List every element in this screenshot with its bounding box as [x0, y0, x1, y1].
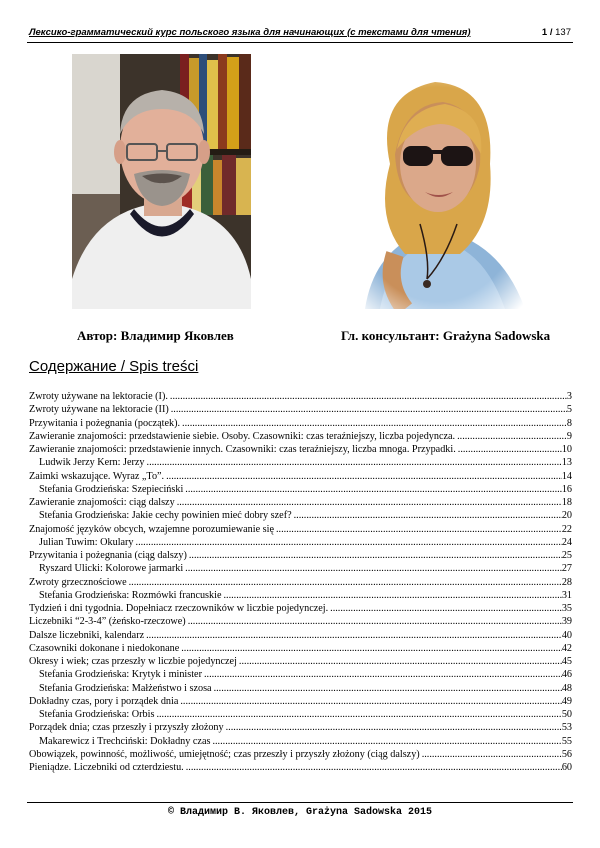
toc-entry-title: Stefania Grodzieńska: Orbis [39, 709, 155, 720]
toc-dot-leader [184, 761, 562, 774]
toc-entry-page: 9 [566, 430, 572, 442]
toc-entry-title: Porządek dnia; czas przeszły i przyszły złożony [29, 722, 224, 734]
toc-dot-leader [224, 721, 562, 734]
toc-entry-page: 49 [561, 695, 572, 707]
consultant-portrait-image [335, 54, 541, 309]
header-rule [27, 42, 573, 43]
toc-dot-leader [292, 509, 562, 522]
toc-entry-page: 13 [561, 457, 572, 469]
toc-entry-title: Okresy i wiek; czas przeszły w liczbie pojedynczej [29, 656, 237, 667]
toc-dot-leader [145, 456, 562, 469]
toc-entry[interactable] [29, 430, 572, 443]
toc-entry-title: Julian Tuwim: Okulary [39, 536, 134, 548]
toc-entry[interactable] [29, 390, 572, 403]
toc-entry-page: 25 [561, 550, 572, 561]
toc-dot-leader [183, 562, 562, 575]
toc-dot-leader [134, 536, 562, 549]
toc-entry-title: Ryszard Ulicki: Kolorowe jarmarki [39, 563, 184, 575]
toc-dot-leader [455, 430, 567, 443]
toc-entry[interactable] [29, 721, 572, 734]
toc-dot-leader [168, 390, 567, 403]
toc-entry[interactable] [29, 483, 572, 496]
toc-dot-leader [420, 748, 562, 761]
toc-entry-page: 28 [561, 576, 572, 588]
toc-entry-page: 16 [561, 483, 572, 495]
toc-entry-title: Przywitania i pożegnania (początek). [29, 417, 181, 429]
toc-heading: Содержание / Spis treści [29, 358, 199, 375]
toc-dot-leader [127, 576, 562, 589]
toc-entry-title: Zwroty używane na lektoracie (II) [29, 404, 169, 416]
toc-entry[interactable] [29, 417, 572, 430]
toc-entry[interactable] [29, 589, 572, 602]
toc-entry-title: Stefania Grodzieńska: Rozmówki francuskie [39, 589, 222, 601]
toc-entry[interactable] [29, 403, 572, 416]
toc-dot-leader [186, 615, 562, 628]
toc-entry[interactable] [29, 748, 572, 761]
toc-entry-page: 53 [561, 722, 572, 734]
toc-entry-title: Stefania Grodzieńska: Małżeństwo i szosa [39, 682, 212, 694]
toc-dot-leader [212, 682, 562, 695]
toc-entry-title: Dalsze liczebniki, kalendarz [29, 629, 145, 641]
toc-entry-page: 8 [566, 417, 572, 429]
toc-dot-leader [178, 695, 561, 708]
toc-dot-leader [164, 470, 562, 483]
toc-dot-leader [175, 496, 562, 509]
toc-entry-title: Stefania Grodzieńska: Jakie cechy powinien mieć dobry szef? [39, 510, 292, 522]
toc-entry-page: 42 [561, 642, 572, 654]
toc-entry-page: 24 [561, 536, 572, 548]
toc-entry-page: 31 [561, 589, 572, 601]
toc-entry-page: 50 [561, 709, 572, 720]
toc-entry-title: Przywitania i pożegnania (ciąg dalszy) [29, 550, 187, 561]
toc-dot-leader [183, 483, 562, 496]
toc-entry[interactable] [29, 576, 572, 589]
toc-entry[interactable] [29, 562, 572, 575]
toc-dot-leader [187, 549, 562, 562]
toc-entry-page: 18 [561, 497, 572, 508]
toc-entry-title: Obowiązek, powinność, możliwość, umiejętność; czas przeszły i przyszły złożony (ciąg dalszy) [29, 748, 420, 760]
toc-entry-title: Liczebniki “2-3-4” (żeńsko-rzeczowe) [29, 616, 186, 628]
toc-entry-title: Stefania Grodzieńska: Szepieciński [39, 483, 184, 495]
total-pages: 137 [555, 27, 571, 38]
toc-entry-title: Zawieranie znajomości: ciąg dalszy [29, 497, 175, 508]
toc-entry-title: Zwroty używane na lektoracie (I). [29, 391, 168, 402]
author-photo [72, 54, 251, 309]
toc-entry-title: Makarewicz i Trechciński: Dokładny czas [39, 735, 211, 747]
toc-entry-page: 45 [561, 656, 572, 667]
toc-entry-page: 35 [561, 603, 572, 614]
toc-dot-leader [154, 708, 561, 721]
toc-entry-title: Stefania Grodzieńska: Krytyk i minister [39, 669, 202, 681]
toc-entry-page: 40 [561, 629, 572, 641]
toc-entry[interactable] [29, 642, 572, 655]
toc-entry[interactable] [29, 708, 572, 721]
toc-entry-page: 39 [561, 616, 572, 628]
toc-dot-leader [144, 629, 562, 642]
toc-entry-title: Ludwik Jerzy Kern: Jerzy [39, 457, 145, 469]
toc-entry[interactable] [29, 655, 572, 668]
toc-entry-page: 14 [561, 470, 572, 482]
toc-entry[interactable] [29, 496, 572, 509]
page-header [27, 27, 573, 41]
toc-dot-leader [180, 417, 567, 430]
author-caption: Автор: Владимир Яковлев [77, 328, 234, 343]
toc-dot-leader [202, 668, 562, 681]
toc-entry-title: Zwroty grzecznościowe [29, 576, 127, 588]
toc-entry[interactable] [29, 509, 572, 522]
toc-entry-page: 10 [561, 444, 572, 455]
toc-entry-title: Zawieranie znajomości: przedstawienie innych. Czasowniki: czas teraźniejszy, liczba mnoga. Przypadki. [29, 444, 456, 455]
current-page-number: 1 [541, 27, 548, 38]
toc-dot-leader [210, 735, 561, 748]
toc-dot-leader [221, 589, 561, 602]
toc-entry-page: 5 [566, 404, 572, 416]
consultant-caption: Гл. консультант: Grażyna Sadowska [341, 328, 551, 343]
toc-dot-leader [456, 443, 562, 456]
footer-rule [27, 802, 573, 803]
document-title: Лексико-грамматический курс польского языка для начинающих (с текстами для чтения) [29, 27, 471, 38]
toc-entry-title: Czasowniki dokonane i niedokonane [29, 642, 180, 654]
toc-dot-leader [274, 523, 562, 536]
table-of-contents [29, 390, 572, 774]
toc-entry-title: Zaimki wskazujące. Wyraz „To”. [29, 470, 165, 482]
toc-entry[interactable] [29, 536, 572, 549]
toc-entry-title: Tydzień i dni tygodnia. Dopełniacz rzeczowników w liczbie pojedynczej. [29, 603, 329, 614]
toc-entry-title: Znajomość języków obcych, wzajemne porozumiewanie się [29, 523, 274, 535]
toc-entry[interactable] [29, 761, 572, 774]
toc-entry[interactable] [29, 615, 572, 628]
toc-entry[interactable] [29, 443, 572, 456]
toc-entry-page: 27 [561, 563, 572, 575]
toc-entry[interactable] [29, 668, 572, 681]
toc-dot-leader [179, 642, 562, 655]
toc-entry[interactable] [29, 549, 572, 562]
toc-entry[interactable] [29, 629, 572, 642]
toc-entry-page: 55 [561, 735, 572, 747]
toc-entry-page: 3 [566, 391, 572, 402]
toc-dot-leader [169, 403, 567, 416]
toc-entry[interactable] [29, 682, 572, 695]
toc-entry-page: 56 [561, 748, 572, 760]
page-separator: / [547, 27, 556, 38]
toc-entry-page: 20 [561, 510, 572, 522]
toc-entry-title: Pieniądze. Liczebniki od czterdziestu. [29, 762, 184, 773]
toc-dot-leader [328, 602, 562, 615]
toc-entry-title: Zawieranie znajomości: przedstawienie siebie. Osoby. Czasowniki: czas teraźniejszy, liczba pojedyncza. [29, 430, 456, 442]
consultant-photo [335, 54, 541, 309]
toc-dot-leader [237, 655, 562, 668]
toc-entry-title: Dokładny czas, pory i porządek dnia [29, 695, 179, 707]
author-portrait-image [72, 54, 251, 309]
page-indicator [542, 27, 571, 38]
toc-entry-page: 46 [561, 669, 572, 681]
toc-entry[interactable] [29, 523, 572, 536]
toc-entry[interactable] [29, 602, 572, 615]
toc-entry[interactable] [29, 456, 572, 469]
toc-entry[interactable] [29, 695, 572, 708]
toc-entry-page: 22 [561, 523, 572, 535]
toc-entry-page: 48 [561, 682, 572, 694]
toc-entry[interactable] [29, 735, 572, 748]
toc-entry[interactable] [29, 470, 572, 483]
copyright-footer: © Владимир В. Яковлев, Grażyna Sadowska 2015 [167, 807, 433, 818]
toc-entry-page: 60 [561, 762, 572, 773]
